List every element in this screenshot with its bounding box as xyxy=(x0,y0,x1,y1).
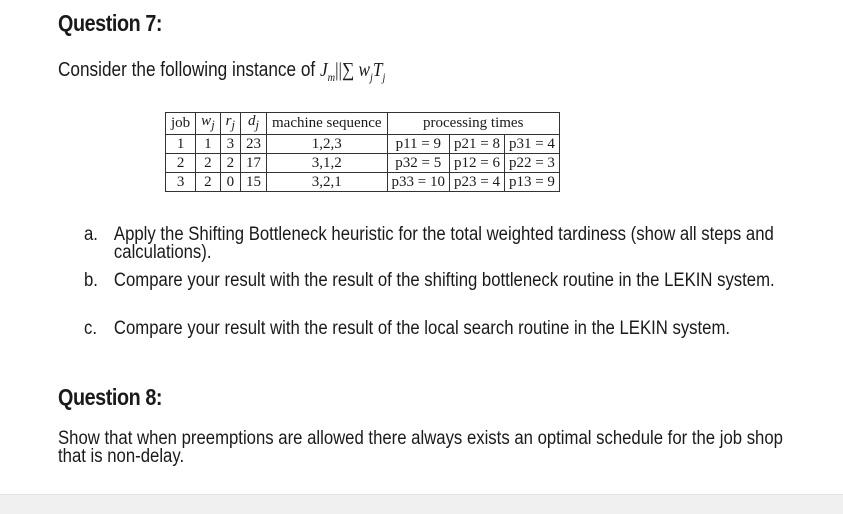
cell-processing-time: p33 = 10 xyxy=(387,173,449,192)
question-7-intro xyxy=(58,59,385,85)
cell-release: 3 xyxy=(220,135,240,154)
cell-due: 23 xyxy=(241,135,267,154)
cell-weight: 2 xyxy=(196,173,221,192)
cell-weight: 2 xyxy=(196,154,221,173)
cell-due: 15 xyxy=(241,173,267,192)
subquestion-label: c. xyxy=(84,318,98,339)
cell-processing-time: p32 = 5 xyxy=(387,154,449,173)
header-machine-sequence: machine sequence xyxy=(267,113,388,135)
cell-weight: 1 xyxy=(196,135,221,154)
cell-processing-time: p31 = 4 xyxy=(504,135,559,154)
subquestion-text: Compare your result with the result of the local search routine in the LEKIN system. xyxy=(113,318,731,339)
cell-job: 1 xyxy=(166,135,196,154)
intro-text: Consider the following instance of xyxy=(58,59,316,81)
table-row xyxy=(166,154,560,173)
cell-release: 0 xyxy=(220,173,240,192)
cell-release: 2 xyxy=(220,154,240,173)
subquestion-text: Compare your result with the result of the shifting bottleneck routine in the LEKIN system. xyxy=(113,270,775,291)
header-release: $r_j$ xyxy=(220,113,240,135)
table-header-row xyxy=(166,113,560,135)
cell-machine-sequence: 3,2,1 xyxy=(267,173,388,192)
table-row xyxy=(166,135,560,154)
header-due: $d_j$ xyxy=(241,113,267,135)
question-8-title: Question 8: xyxy=(58,384,163,410)
cell-processing-time: p23 = 4 xyxy=(450,173,505,192)
question-7-title: Question 7: xyxy=(58,10,163,36)
cell-machine-sequence: 3,1,2 xyxy=(267,154,388,173)
header-weight: $w_j$ xyxy=(196,113,221,135)
cell-processing-time: p21 = 8 xyxy=(450,135,505,154)
subquestion-label: b. xyxy=(84,270,98,291)
cell-processing-time: p12 = 6 xyxy=(450,154,505,173)
bottom-bar xyxy=(0,494,843,514)
cell-due: 17 xyxy=(241,154,267,173)
subquestion-text: Apply the Shifting Bottleneck heuristic for the total weighted tardiness (show all steps and calculations). xyxy=(113,224,774,263)
cell-processing-time: p22 = 3 xyxy=(504,154,559,173)
subquestion-label: a. xyxy=(84,224,98,245)
header-processing-times: processing times xyxy=(387,113,559,135)
cell-processing-time: p11 = 9 xyxy=(387,135,449,154)
cell-machine-sequence: 1,2,3 xyxy=(267,135,388,154)
cell-processing-time: p13 = 9 xyxy=(504,173,559,192)
cell-job: 3 xyxy=(166,173,196,192)
header-job: job xyxy=(166,113,196,135)
problem-notation: $J_m||\sum$ $w_jT_j$ xyxy=(319,59,386,84)
question-8-text: Show that when preemptions are allowed there always exists an optimal schedule for the job shop that is non-delay. xyxy=(58,428,783,467)
table-row xyxy=(166,173,560,192)
cell-job: 2 xyxy=(166,154,196,173)
instance-table xyxy=(165,112,560,192)
